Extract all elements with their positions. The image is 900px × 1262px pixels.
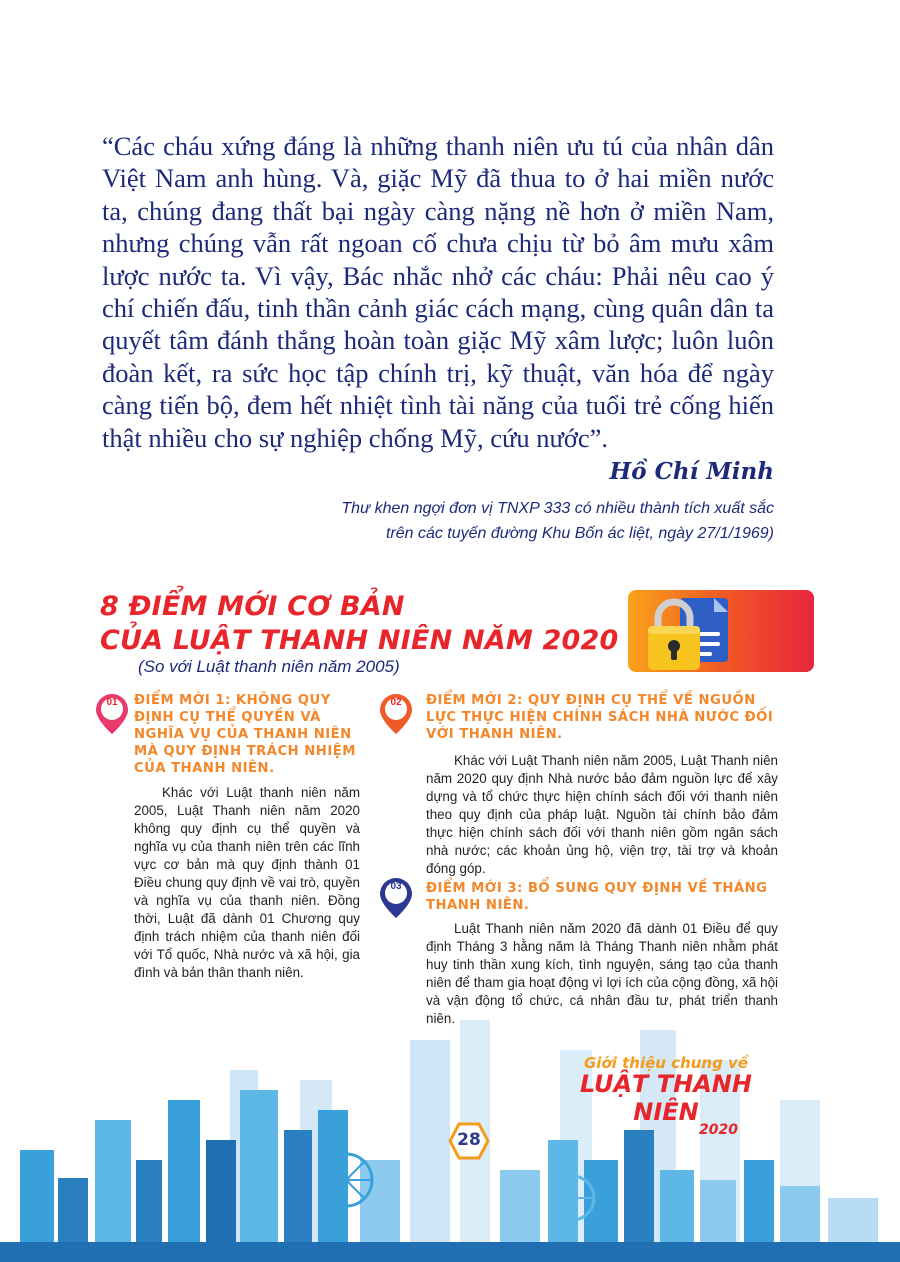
quote-source-line-1: Thư khen ngợi đơn vị TNXP 333 có nhiều thành tích xuất sắc <box>341 500 774 517</box>
page-number-badge <box>448 1122 490 1160</box>
point-2-number: 02 <box>390 697 402 708</box>
point-1-body-text: Khác với Luật thanh niên năm 2005, Luật Thanh niên năm 2020 không quy định cụ thể quyền và nghĩa vụ của thanh niên trên các lĩnh vực cơ bản mà quy định thành 01 Điều chung quy định về vai trò, quyền và nghĩa vụ của thanh niên. Đồng thời, Luật đã dành 01 Chương quy định trách nhiệm của thanh niên đối với Tổ quốc, Nhà nước và xã hội, gia đình và bản thân thanh niên. <box>134 785 360 980</box>
brand-line-3: 2020 <box>699 1122 738 1138</box>
point-1-number: 01 <box>106 697 118 708</box>
point-2-body-text: Khác với Luật Thanh niên năm 2005, Luật Thanh niên năm 2020 quy định Nhà nước bảo đảm nguồn lực để xây dựng và tổ chức thực hiện chính sách đối với thanh niên theo quy định của pháp luật. Nguồn tài chính bảo đảm thực hiện chính sách đối với thanh niên gồm ngân sách nhà nước; các khoản ủng hộ, viện trợ, tài trợ và khoản đóng góp. <box>426 753 778 876</box>
point-3-body-text: Luật Thanh niên năm 2020 đã dành 01 Điều để quy định Tháng 3 hằng năm là Tháng Thanh niên nhằm phát huy tinh thần xung kích, tình nguyện, sáng tạo của thanh niên để tham gia hoạt động vì lợi ích của cộng đồng, xã hội và vận động tổ chức, cá nhân đầu tư, phát triển thanh niên. <box>426 921 778 1026</box>
quote-text: “Các cháu xứng đáng là những thanh niên ưu tú của nhân dân Việt Nam anh hùng. Và, giặc Mỹ đã thua to ở hai miền nước ta, chúng đang thất bại ngày càng nặng nề hơn ở miền Nam, nhưng chúng vẫn rất ngoan cố chưa chịu từ bỏ âm mưu xâm lược nước ta. Vì vậy, Bác nhắc nhở các cháu: Phải nêu cao ý chí chiến đấu, tinh thần cảnh giác cách mạng, cùng quân dân ta quyết tâm đánh thắng hoàn toàn giặc Mỹ xâm lược; luôn luôn đoàn kết, ra sức học tập chính trị, kỹ thuật, văn hóa để ngày càng tiến bộ, đem hết nhiệt tình tài năng của tuổi trẻ cống hiến thật nhiều cho sự nghiệp chống Mỹ, cứu nước”. <box>102 131 774 453</box>
point-1-marker <box>94 692 130 736</box>
point-1-body <box>134 784 360 982</box>
section-title-line-1: 8 ĐIỂM MỚI CƠ BẢN <box>100 591 405 622</box>
point-3-number: 03 <box>390 881 402 892</box>
brand-line-1: Giới thiệu chung về <box>583 1054 749 1072</box>
point-3-title: ĐIỂM MỚI 3: BỔ SUNG QUY ĐỊNH VỀ THÁNG THANH NIÊN. <box>426 881 768 913</box>
publication-brand <box>556 1054 776 1138</box>
quote-author: Hồ Chí Minh <box>609 458 774 485</box>
point-1-title: ĐIỂM MỚI 1: KHÔNG QUY ĐỊNH CỤ THỂ QUYỀN VÀ NGHĨA VỤ CỦA THANH NIÊN MÀ QUY ĐỊNH TRÁCH NHIỆM CỦA THANH NIÊN. <box>134 693 356 776</box>
quote-source-line-2: trên các tuyến đường Khu Bốn ác liệt, ngày 27/1/1969) <box>385 525 774 542</box>
brand-line-2: LUẬT THANH NIÊN <box>580 1070 752 1126</box>
point-2-body <box>426 752 778 878</box>
section-title <box>100 590 619 658</box>
point-3-marker <box>378 876 414 920</box>
page-number: 28 <box>457 1130 481 1150</box>
section-subtitle: (So với Luật thanh niên năm 2005) <box>138 657 400 676</box>
quote-source <box>294 496 774 546</box>
point-2-marker <box>378 692 414 736</box>
point-2-title: ĐIỂM MỚI 2: QUY ĐỊNH CỤ THỂ VỀ NGUỒN LỰC THỰC HIỆN CHÍNH SÁCH NHÀ NƯỚC ĐỐI VỚI THANH NIÊN. <box>426 693 774 742</box>
lock-document-icon <box>636 592 736 682</box>
quote-block <box>102 130 774 454</box>
section-title-line-2: CỦA LUẬT THANH NIÊN NĂM 2020 <box>100 625 619 656</box>
